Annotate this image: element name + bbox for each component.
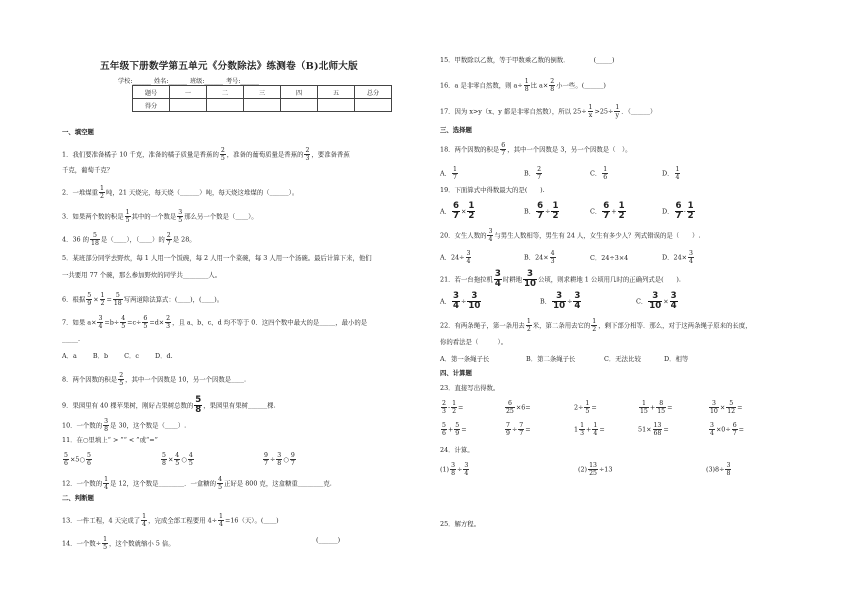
q18-option-c[interactable]: C． $\frac{1}{6}$	[590, 166, 608, 181]
question-14-answer[interactable]: (______)	[316, 536, 341, 544]
question-23: 23．直接写出得数。	[440, 384, 500, 392]
fraction: $\frac{1}{2}$	[592, 318, 597, 333]
score-cell: 题号	[133, 86, 170, 99]
q22-option-c[interactable]: C．无法比较	[604, 355, 641, 363]
fraction: $\frac{2}{7}$	[166, 232, 171, 247]
question-25: 25．解方程。	[440, 520, 481, 528]
fraction: $\frac{1}{2}$	[526, 318, 531, 333]
section-true-false: 二、判断题	[62, 494, 94, 502]
score-cell: 二	[207, 86, 244, 99]
fraction: $\frac{3}{8}$	[277, 452, 282, 467]
question-19: 19．下面算式中得数最大的是( ).	[440, 186, 545, 194]
q21-option-c[interactable]: C． $\frac{3}{10}$ × $\frac{3}{4}$	[636, 291, 677, 311]
question-7-options	[62, 352, 173, 360]
fraction: $\frac{5}{9}$	[87, 292, 92, 307]
score-cell[interactable]	[318, 99, 355, 112]
question-9: 9．果园里有 40 棵苹果树，刚好占果树总数的 $\frac{5}{8}$ ，果园里有果树______棵.	[62, 395, 276, 415]
fraction: $\frac{9}{7}$	[290, 452, 295, 467]
question-12: 12．一个数的 $\frac{1}{4}$ 是 12，这个数是________．一盒糖的 $\frac{4}{5}$ 正好是 800 克，这盒糖重________克.	[62, 476, 332, 491]
question-5-cont: 一共要用 77 个碗，那么参加野炊的同学共________人。	[62, 271, 222, 279]
question-10: 10．一个数的 $\frac{3}{8}$ 是 30，这个数是（____）.	[62, 418, 187, 433]
q24-expr-2: (2) $\frac{13}{25}$ ÷13	[578, 462, 613, 477]
fraction: $\frac{1}{2}$	[100, 292, 105, 307]
q21-option-a[interactable]: A． $\frac{3}{4}$ ÷ $\frac{3}{10}$	[440, 291, 481, 311]
fraction: $\frac{3}{8}$	[104, 418, 109, 433]
question-7: 7．如果 a× $\frac{3}{4}$ =b÷ $\frac{4}{5}$ =c÷ $\frac{6}{5}$ =d× $\frac{2}{3}$ ，且 a、b、c、d 均不等于 0．这四个数中最大的是_____，最小的是	[62, 315, 368, 330]
fraction: $\frac{3}{4}$	[494, 269, 501, 289]
fraction: $\frac{1}{8}$	[524, 78, 529, 93]
section-fill-blank: 一、填空题	[62, 128, 94, 136]
q20-option-c[interactable]: C．24÷3×4	[590, 254, 629, 262]
fraction: $\frac{5}{8}$	[162, 452, 166, 467]
q21-option-b[interactable]: B． $\frac{3}{10}$ ÷ $\frac{3}{4}$	[540, 291, 581, 311]
fraction: $\frac{3}{4}$	[98, 315, 103, 330]
q23-expr: $\frac{2}{3}$ - $\frac{1}{2}$ =	[442, 400, 464, 415]
question-11: 11．在○里填上“ > ”“ < ”或“=”	[62, 436, 158, 444]
fraction: $\frac{2}{3}$	[166, 315, 171, 330]
fraction: $\frac{4}{5}$	[188, 452, 193, 467]
q24-expr-3: (3)8÷ $\frac{3}{8}$	[706, 462, 731, 477]
score-cell: 三	[244, 86, 281, 99]
question-17: 17．因为 x>y（x、y 都是非零自然数），所以 25÷ $\frac{1}{x}$ >25÷ $\frac{1}{y}$ ．（______）	[440, 104, 657, 119]
fraction: $\frac{4}{5}$	[121, 315, 126, 330]
fraction: $\frac{3}{4}$	[488, 228, 493, 243]
fraction: $\frac{3}{5}$	[178, 209, 183, 224]
score-table-header-row	[133, 86, 392, 99]
question-21: 21．若一台拖拉机 $\frac{3}{4}$ 时耕地 $\frac{3}{10}$ 公顷，则求耕地 1 公顷用几时的正确列式是( ).	[440, 269, 681, 289]
question-5: 5．某班部分同学去野炊，每 1 人用一个饭碗，每 2 人用一个菜碗，每 3 人用一个汤碗。最后计算下来，他们	[62, 254, 372, 262]
question-16: 16．a 是非零自然数，则 a÷ $\frac{1}{8}$ 比 a× $\frac{2}{8}$ 小一些。(______)	[440, 78, 606, 93]
score-table-score-row	[133, 99, 392, 112]
question-14: 14．一个数÷ $\frac{1}{5}$ ，这个数就缩小 5 倍。	[62, 536, 175, 551]
option-c[interactable]: C．c	[124, 352, 139, 360]
question-11-expr-3: $\frac{9}{7}$ ÷ $\frac{3}{8}$ ○ $\frac{9}{7}$	[264, 452, 295, 467]
q23-expr: $\frac{3}{10}$ × $\frac{5}{12}$ =	[710, 400, 743, 415]
score-cell[interactable]	[207, 99, 244, 112]
q19-option-c[interactable]: C． $\frac{6}{7}$ + $\frac{1}{2}$	[590, 201, 625, 221]
question-4: 4．36 的 $\frac{5}{18}$ 是（____），（____）的 $\frac{2}{7}$ 是 28。	[62, 232, 196, 247]
fraction: $\frac{5}{18}$	[91, 232, 99, 247]
fraction: $\frac{1}{4}$	[142, 513, 147, 528]
question-11-expr-1: $\frac{5}{6}$ ×5○ $\frac{5}{6}$	[64, 452, 91, 467]
question-24: 24．计算。	[440, 446, 474, 454]
fraction: $\frac{1}{x}$	[588, 104, 593, 119]
option-b[interactable]: B．b	[92, 352, 109, 360]
q20-option-b[interactable]: B．24× $\frac{4}{3}$	[524, 250, 555, 265]
score-cell: 得分	[133, 99, 170, 112]
page-title: 五年级下册数学第五单元《分数除法》练测卷（B)北师大版	[100, 61, 358, 72]
question-15: 15．甲数除以乙数，等于甲数乘乙数的倒数． (_____)	[440, 56, 615, 64]
fraction: $\frac{1}{5}$	[103, 536, 107, 551]
fraction: $\frac{5}{6}$	[86, 452, 91, 467]
question-20: 20．女生人数的 $\frac{3}{4}$ 与男生人数相等，男生有 24 人，女生有多少人？列式错误的是（ ）.	[440, 228, 701, 243]
question-6: 6．根据 $\frac{5}{9}$ × $\frac{1}{2}$ = $\frac{5}{18}$ 写两道除法算式：(____)，(____)。	[62, 292, 224, 307]
q23-expr: $\frac{3}{4}$ ×0÷ $\frac{6}{7}$ =	[710, 422, 745, 437]
question-22: 22．有两条绳子，第一条用去 $\frac{1}{2}$ 米，第二条用去它的 $\frac{1}{2}$ ，剩下部分相等．那么，对于这两条绳子原来的长度，	[440, 318, 752, 333]
q22-option-b[interactable]: B．第二条绳子长	[526, 355, 576, 363]
fraction: $\frac{4}{5}$	[218, 476, 222, 491]
fraction: $\frac{5}{6}$	[64, 452, 68, 467]
q18-option-a[interactable]: A． $\frac{1}{7}$	[440, 166, 457, 181]
q19-option-d[interactable]: D． $\frac{6}{7}$ - $\frac{1}{2}$	[662, 201, 694, 221]
fraction: $\frac{9}{7}$	[264, 452, 268, 467]
score-table	[132, 85, 392, 112]
fraction: $\frac{6}{5}$	[143, 315, 148, 330]
q20-option-d[interactable]: D．24× $\frac{3}{4}$	[662, 250, 693, 265]
option-a[interactable]: A．a	[62, 352, 77, 360]
q20-option-a[interactable]: A．24÷ $\frac{3}{4}$	[440, 250, 471, 265]
fraction: $\frac{2}{5}$	[119, 372, 124, 387]
q23-expr: $\frac{6}{25}$ ×6=	[506, 400, 531, 415]
q18-option-b[interactable]: B． $\frac{2}{7}$	[524, 166, 542, 181]
question-3: 3．如果两个数的积是 $\frac{1}{5}$ 其中的一个数是 $\frac{3}{5}$ 那么另一个数是（____）。	[62, 209, 258, 224]
fraction: $\frac{4}{5}$	[175, 452, 180, 467]
section-calculation: 四、计算题	[440, 369, 472, 377]
question-1-cont: 千克，葡萄千克？	[62, 166, 114, 174]
q23-expr: 51× $\frac{13}{68}$ =	[638, 422, 669, 437]
q22-option-d[interactable]: D．相等	[664, 355, 689, 363]
question-18: 18．两个因数的积是 $\frac{6}{7}$ ，其中一个因数是 3，另一个因数是（ ）。	[440, 142, 632, 157]
score-cell: 五	[318, 86, 355, 99]
fraction: $\frac{1}{y}$	[615, 104, 620, 119]
q23-expr: 1 $\frac{1}{3}$ + $\frac{1}{4}$ =	[574, 422, 605, 437]
fraction: $\frac{5}{18}$	[113, 292, 122, 307]
q22-option-a[interactable]: A．第一条绳子长	[440, 355, 490, 363]
q23-expr: $\frac{5}{6}$ + $\frac{5}{9}$ =	[442, 422, 467, 437]
fraction: $\frac{1}{5}$	[125, 209, 130, 224]
student-info-line: 学校:______ 姓名:______ 班级:______ 考号:______	[118, 78, 259, 85]
fraction: $\frac{3}{10}$	[524, 269, 536, 289]
question-13: 13．一件工程，4 天完成了 $\frac{1}{4}$ ，完成全部工程要用 4÷ $\frac{1}{4}$ =16（天）。(____)	[62, 513, 279, 528]
q24-expr-1: (1) $\frac{3}{8}$ ÷ $\frac{3}{4}$	[440, 462, 469, 477]
q18-option-d[interactable]: D． $\frac{1}{4}$	[662, 166, 680, 181]
question-8: 8．两个因数的积是 $\frac{2}{5}$ ，其中一个因数是 10，另一个因数是____.	[62, 372, 246, 387]
fraction: $\frac{2}{8}$	[550, 78, 555, 93]
fraction: $\frac{5}{8}$	[195, 395, 202, 415]
score-cell[interactable]	[355, 99, 392, 112]
fraction: $\frac{2}{3}$	[305, 147, 310, 162]
score-cell[interactable]	[281, 99, 318, 112]
fraction: $\frac{1}{4}$	[219, 513, 223, 528]
option-d[interactable]: D．d.	[155, 352, 173, 360]
score-cell[interactable]	[244, 99, 281, 112]
q23-expr: $\frac{1}{15}$ + $\frac{8}{15}$ =	[640, 400, 673, 415]
score-cell[interactable]	[170, 99, 207, 112]
score-cell: 四	[281, 86, 318, 99]
question-2: 2．一堆煤重 $\frac{1}{2}$ 吨，21 天烧完，每天烧（______）吨，每天烧这堆煤的（______）。	[62, 185, 299, 200]
fraction: $\frac{1}{4}$	[104, 476, 109, 491]
question-22-cont: 你的看法是（ ）。	[440, 338, 508, 346]
fraction: $\frac{2}{5}$	[220, 147, 225, 162]
score-cell: 总分	[355, 86, 392, 99]
score-cell: 一	[170, 86, 207, 99]
fraction: $\frac{1}{2}$	[100, 185, 104, 200]
q19-option-b[interactable]: B． $\frac{6}{7}$ ÷ $\frac{1}{2}$	[524, 201, 559, 221]
question-7-cont: _____.	[62, 335, 81, 343]
q19-option-a[interactable]: A． $\frac{6}{7}$ × $\frac{1}{2}$	[440, 201, 475, 221]
fraction: $\frac{6}{7}$	[501, 142, 506, 157]
q23-expr: 2÷ $\frac{1}{5}$ =	[574, 400, 597, 415]
question-1: 1．我们要准备橘子 10 千克，准备的橘子质量是香蕉的 $\frac{2}{5}$ ，准备的葡萄质量是香蕉的 $\frac{2}{3}$ ，要准备香蕉	[62, 147, 350, 162]
section-multiple-choice: 三、选择题	[440, 126, 472, 134]
q23-expr: $\frac{7}{9}$ ÷ $\frac{7}{7}$ =	[506, 422, 531, 437]
question-11-expr-2: $\frac{5}{8}$ × $\frac{4}{5}$ ○ $\frac{4}{5}$	[162, 452, 193, 467]
